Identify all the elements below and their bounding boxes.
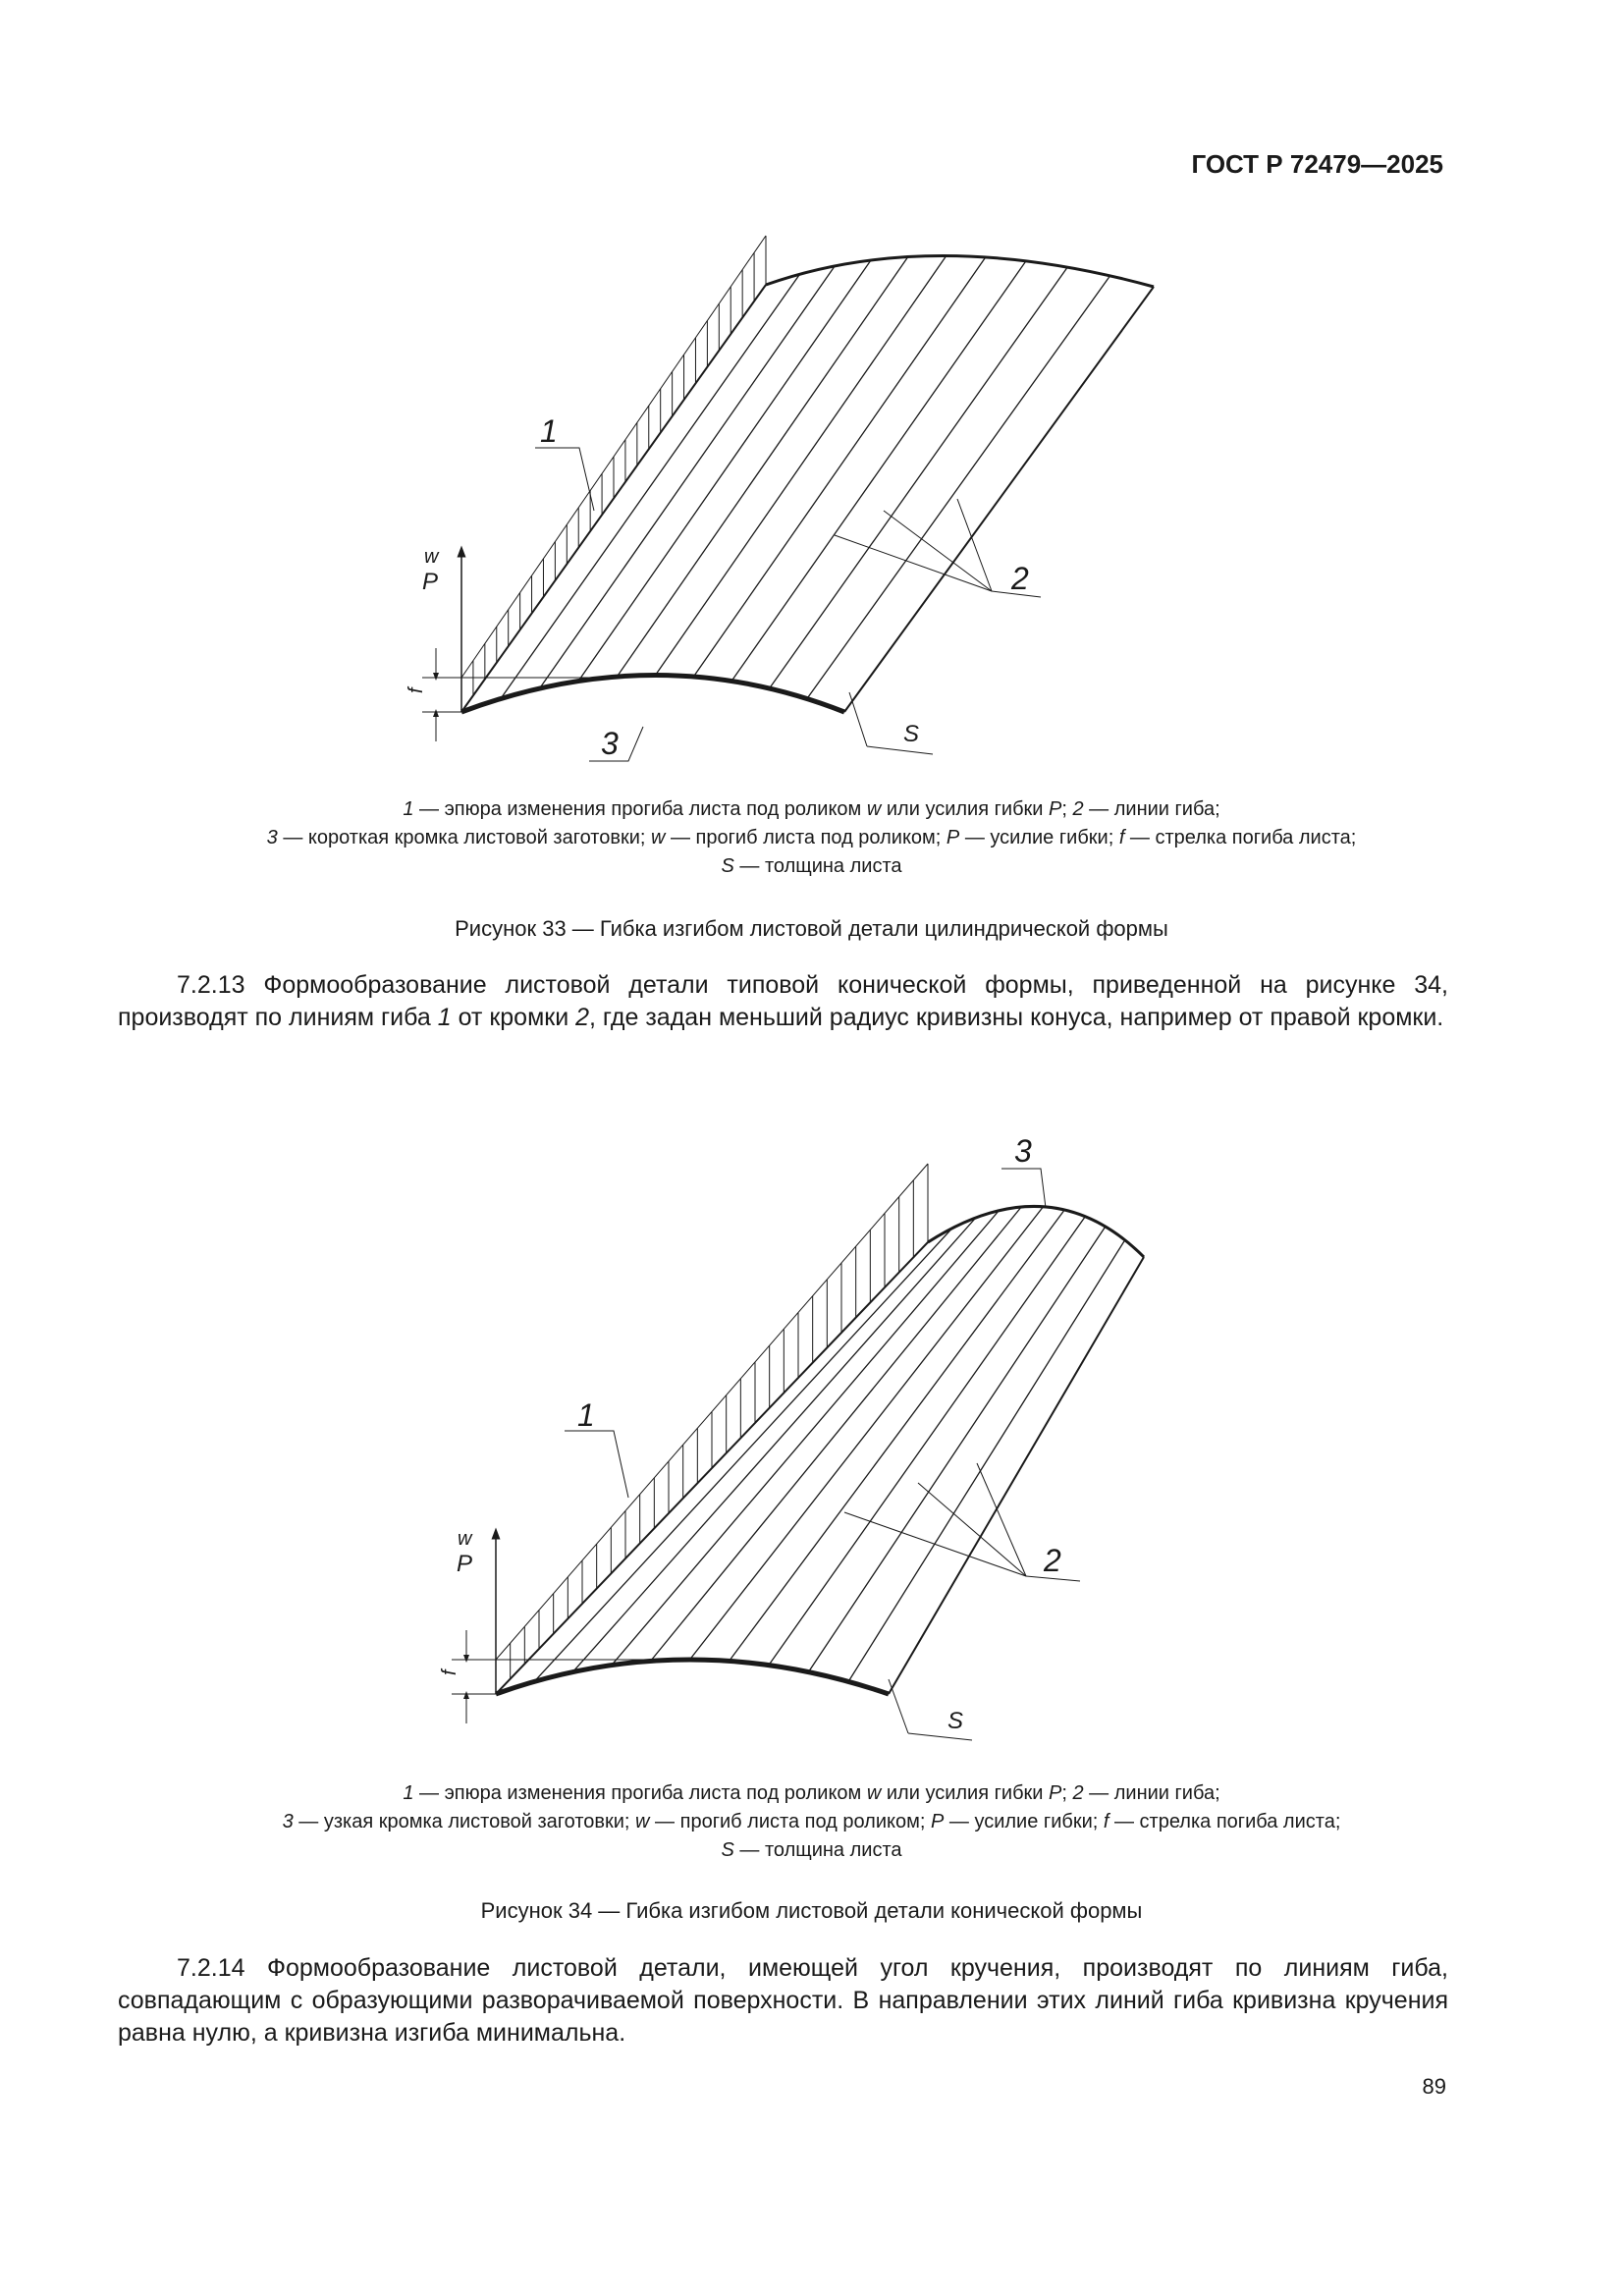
bend-lines xyxy=(534,1207,1125,1682)
label-S: S xyxy=(903,721,920,747)
label-1: 1 xyxy=(577,1397,595,1433)
paragraph-7-2-14: 7.2.14 Формообразование листовой детали, имеющей угол кручения, производят по линиям гиба, совпадающим с образующими разворачиваемой поверхности. В направлении этих линий гиба кривизна кручения равна нулю, а кривизна изгиба минимальна. xyxy=(118,1954,1448,2047)
sheet-outline xyxy=(461,255,1154,712)
f-dimension xyxy=(422,648,628,741)
legend-line: 3 — узкая кромка листовой заготовки; w — прогиб листа под роликом; P — усилие гибки; f — стрелка погиба листа; xyxy=(282,1811,1341,1832)
figure-34-legend xyxy=(0,1779,1623,1865)
label-S: S xyxy=(947,1708,964,1734)
legend-line: 1 — эпюра изменения прогиба листа под роликом w или усилия гибки P; 2 — линии гиба; xyxy=(403,1782,1220,1804)
figure-34-caption: Рисунок 34 — Гибка изгибом листовой детали конической формы xyxy=(480,1898,1143,1923)
label-3: 3 xyxy=(601,726,619,761)
label-f: f xyxy=(439,1669,460,1675)
legend-line: 3 — короткая кромка листовой заготовки; w — прогиб листа под роликом; P — усилие гибки; f — стрелка погиба листа; xyxy=(266,827,1357,848)
legend-line: S — толщина листа xyxy=(721,1839,902,1861)
label-2: 2 xyxy=(1044,1543,1061,1578)
figure-33-legend xyxy=(0,795,1623,881)
label-w: w xyxy=(424,546,439,568)
legend-line: 1 — эпюра изменения прогиба листа под роликом w или усилия гибки P; 2 — линии гиба; xyxy=(403,798,1220,820)
label-f: f xyxy=(406,687,427,693)
deflection-epure xyxy=(496,1164,928,1679)
label-3: 3 xyxy=(1014,1139,1032,1169)
document-header: ГОСТ Р 72479—2025 xyxy=(1191,149,1443,179)
s-dimension xyxy=(849,692,933,754)
figure-34-drawing xyxy=(0,1139,1623,1748)
figure-33-drawing xyxy=(0,226,1623,776)
label-w: w xyxy=(458,1528,472,1550)
sheet-outline xyxy=(496,1206,1144,1694)
label-P: P xyxy=(422,569,439,595)
label-1: 1 xyxy=(540,413,558,449)
short-edge-3 xyxy=(461,676,844,713)
page-number: 89 xyxy=(1422,2074,1446,2099)
bend-lines xyxy=(501,256,1110,699)
label-P: P xyxy=(457,1551,473,1577)
leaders xyxy=(535,448,1041,761)
paragraph-7-2-13: 7.2.13 Формообразование листовой детали типовой конической формы, приведенной на рисунке 34, производят по линиям гиба 1 от кромки 2, где задан меньший радиус кривизны конуса, например от правой кромки. xyxy=(118,971,1448,1031)
deflection-epure xyxy=(461,236,766,695)
label-2: 2 xyxy=(1011,561,1029,596)
figure-33-caption: Рисунок 33 — Гибка изгибом листовой детали цилиндрической формы xyxy=(455,916,1168,941)
legend-line: S — толщина листа xyxy=(721,855,902,877)
